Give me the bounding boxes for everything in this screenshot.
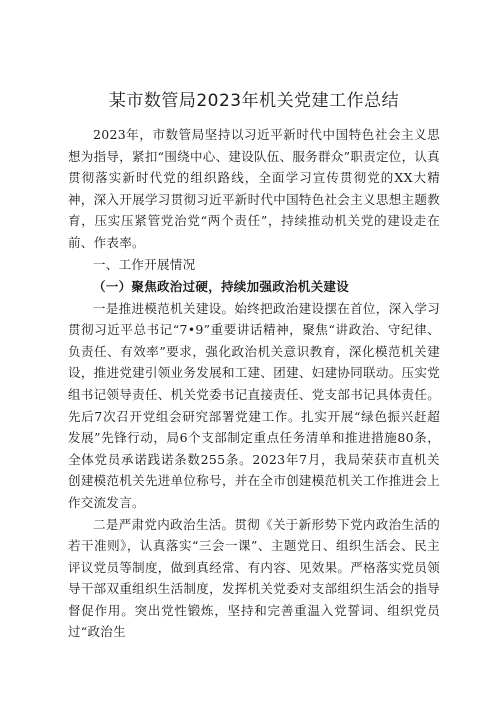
subsection-heading: （一）聚焦政治过硬，持续加强政治机关建设 <box>93 278 350 294</box>
intro-paragraph: 2023年，市数管局坚持以习近平新时代中国特色社会主义思想为指导，紧扣“围绕中心、建设队伍、服务群众”职责定位，认真贯彻落实新时代党的组织路线，全面学习宣传贯彻党的XX大精神，深入开展学习贯彻习近平新时代中国特色社会主义思想主题教育，压实压紧管党治党“两个责任”，持续推动机关党的建设走在前、作表率。 <box>68 127 440 250</box>
document-title: 某市数管局2023年机关党建工作总结 <box>108 91 400 111</box>
document-page <box>68 86 440 643</box>
section-heading: 一、工作开展情况 <box>93 256 196 272</box>
body-paragraph-1: 一是推进模范机关建设。始终把政治建设摆在首位，深入学习贯彻习近平总书记“7•9”重要讲话精神，聚焦“讲政治、守纪律、负责任、有效率”要求，强化政治机关意识教育，深化模范机关建设，推进党建引领业务发展和工建、团建、妇建协同联动。压实党组书记领导责任、机关党委书记直接责任、党支部书记具体责任。先后7次召开党组会研究部署党建工作。扎实开展“绿色振兴赶超发展”先锋行动，局6个支部制定重点任务清单和推进措施80条，全体党员承诺践诺条数255条。2023年7月，我局荣获市直机关创建模范机关先进单位称号，并在全市创建模范机关工作推进会上作交流发言。 <box>68 300 440 510</box>
body-paragraph-2: 二是严肃党内政治生活。贯彻《关于新形势下党内政治生活的若干准则》，认真落实“三会一课”、主题党日、组织生活会、民主评议党员等制度，做到真经常、有内容、见效果。严格落实党员领导干部双重组织生活制度，发挥机关党委对支部组织生活会的指导督促作用。突出党性锻炼，坚持和完善重温入党誓词、组织党员过“政治生 <box>68 516 440 640</box>
